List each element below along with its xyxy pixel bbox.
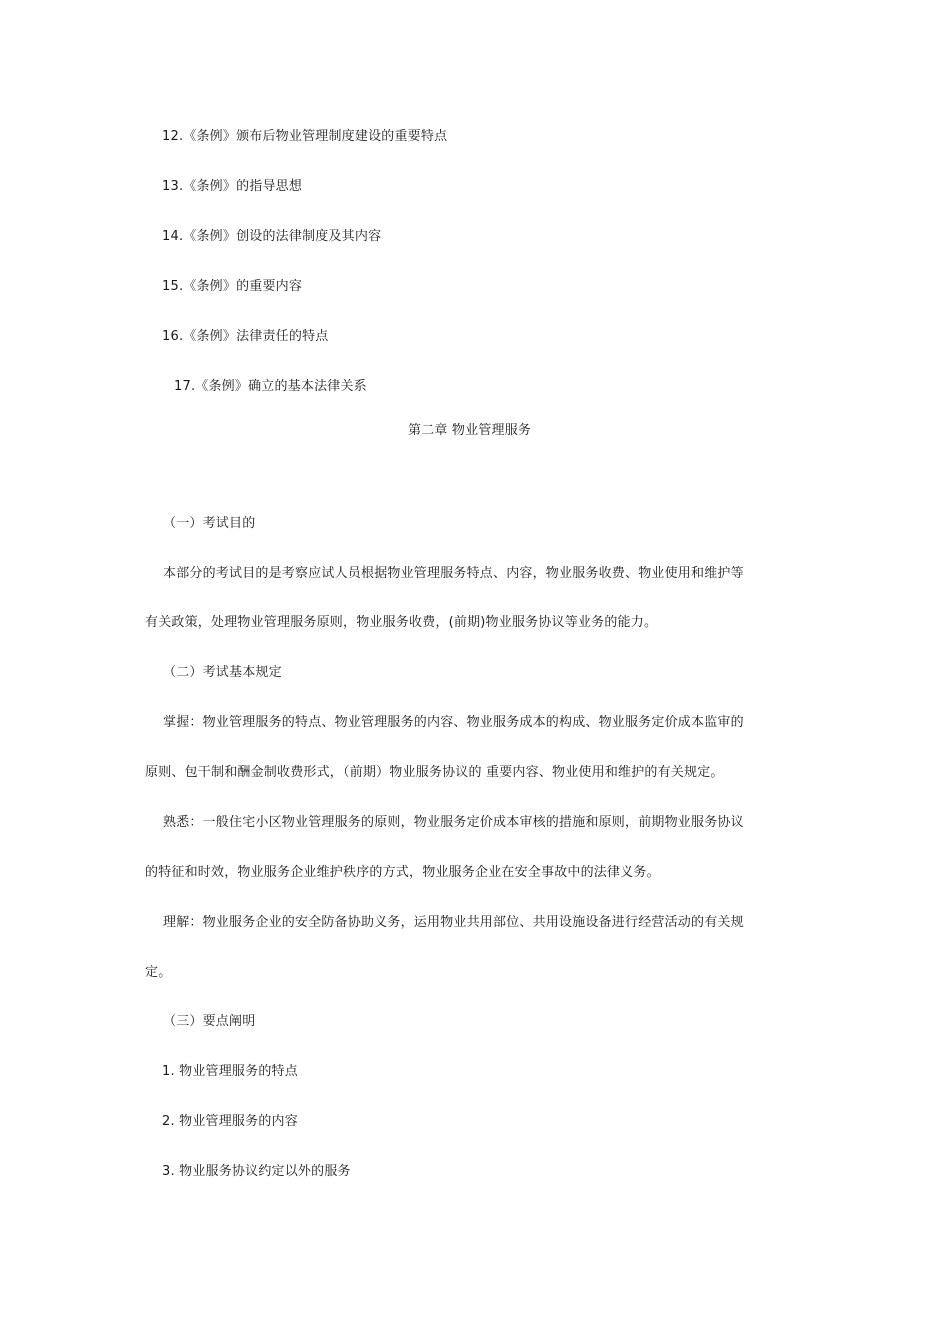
paragraph-exam-purpose-line1: 本部分的考试目的是考察应试人员根据物业管理服务特点、内容，物业服务收费、物业使用和维护等 [163,566,744,581]
paragraph-understand-line2: 定。 [145,965,172,980]
toc-item-13: 13.《条例》的指导思想 [162,179,303,194]
toc-item-16: 16.《条例》法律责任的特点 [162,329,329,344]
toc-item-17: 17.《条例》确立的基本法律关系 [174,379,367,394]
paragraph-familiar-line1: 熟悉：一般住宅小区物业管理服务的原则，物业服务定价成本审核的措施和原则，前期物业服务协议 [163,815,744,830]
key-point-item-3: 3. 物业服务协议约定以外的服务 [162,1164,351,1179]
paragraph-master-line1: 掌握：物业管理服务的特点、物业管理服务的内容、物业服务成本的构成、物业服务定价成本监审的 [163,715,744,730]
chapter-title: 第二章 物业管理服务 [408,423,532,438]
paragraph-familiar-line2: 的特征和时效，物业服务企业维护秩序的方式，物业服务企业在安全事故中的法律义务。 [145,865,660,880]
section-heading-key-points: （三）要点阐明 [163,1014,256,1029]
paragraph-understand-line1: 理解：物业服务企业的安全防备协助义务，运用物业共用部位、共用设施设备进行经营活动的有关规 [163,915,744,930]
paragraph-master-line2: 原则、包干制和酬金制收费形式，（前期）物业服务协议的 重要内容、物业使用和维护的有关规定。 [145,765,724,780]
toc-item-14: 14.《条例》创设的法律制度及其内容 [162,229,382,244]
toc-item-15: 15.《条例》的重要内容 [162,279,303,294]
key-point-item-2: 2. 物业管理服务的内容 [162,1114,298,1129]
paragraph-exam-purpose-line2: 有关政策，处理物业管理服务原则，物业服务收费，(前期)物业服务协议等业务的能力。 [145,615,658,630]
section-heading-exam-purpose: （一）考试目的 [163,516,256,531]
key-point-item-1: 1. 物业管理服务的特点 [162,1064,298,1079]
toc-item-12: 12.《条例》颁布后物业管理制度建设的重要特点 [162,129,448,144]
section-heading-exam-rules: （二）考试基本规定 [163,665,282,680]
